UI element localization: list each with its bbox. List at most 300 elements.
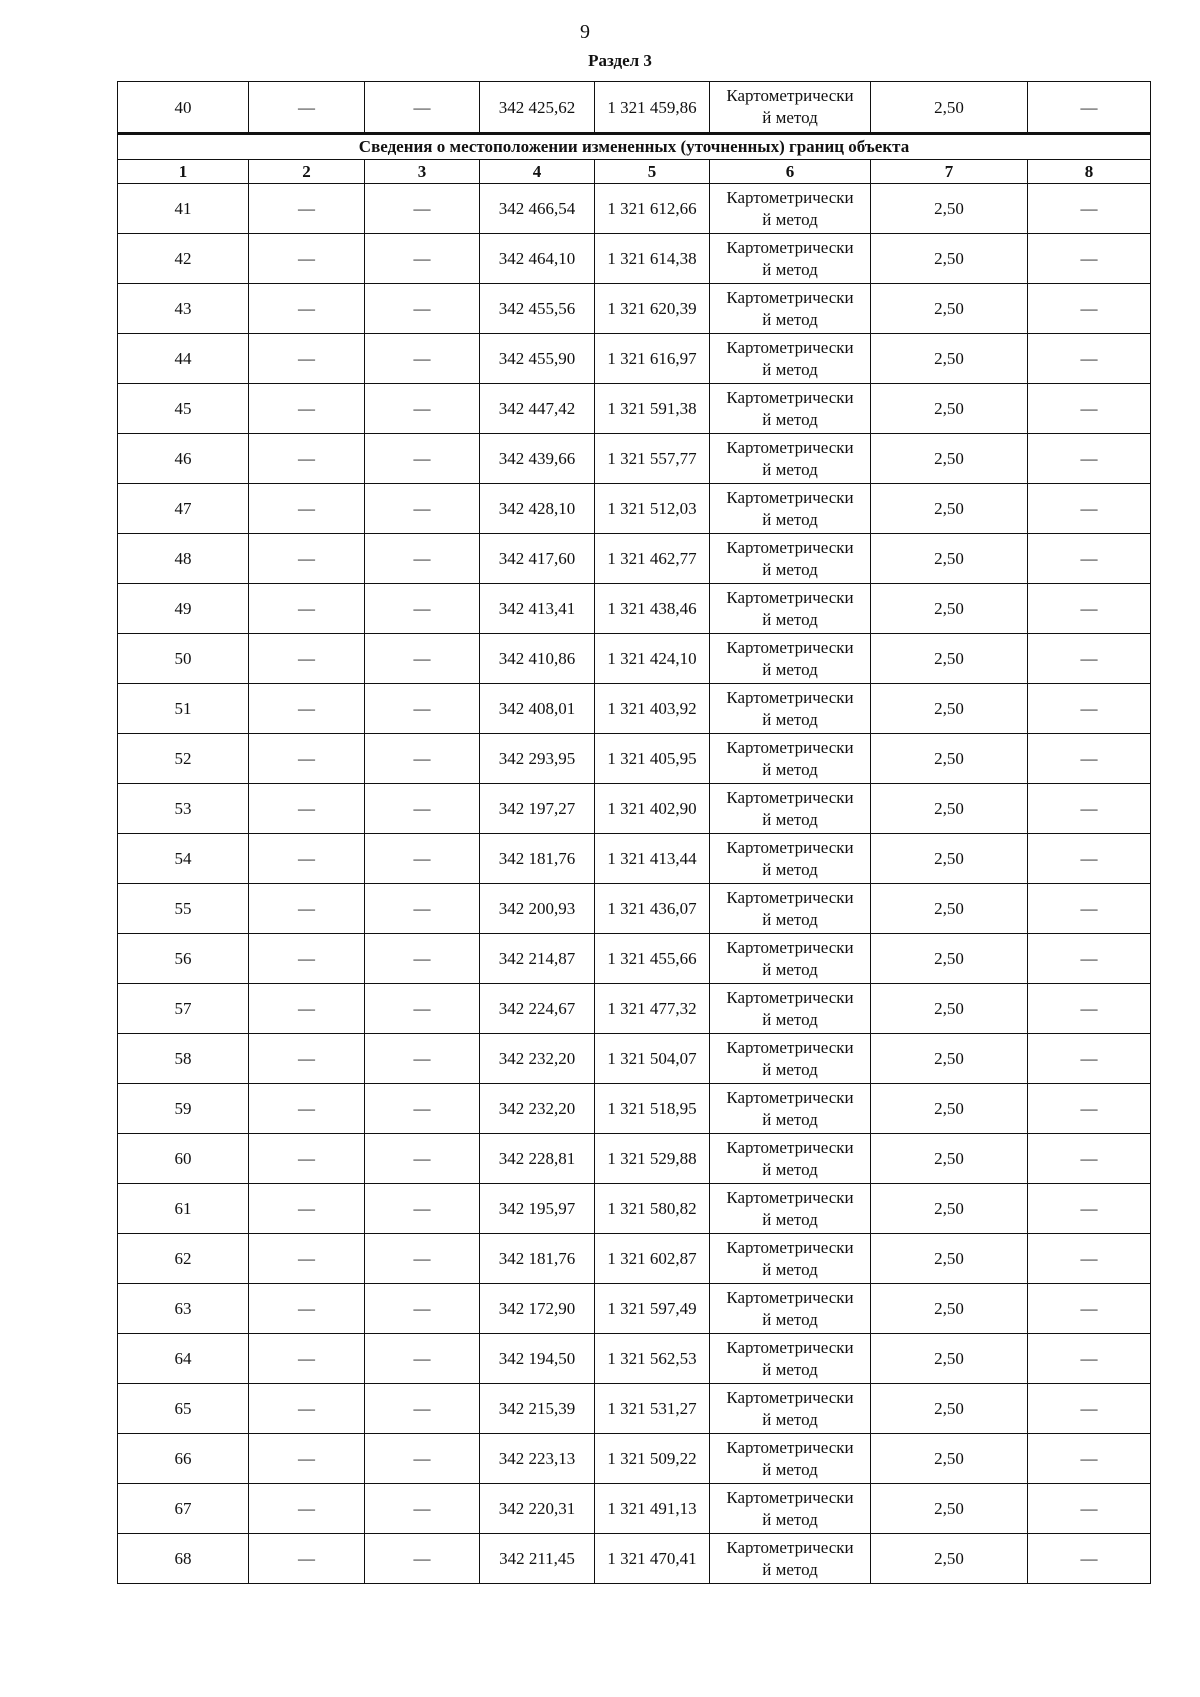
method-line-2: й метод bbox=[762, 108, 818, 127]
accuracy-cell: 2,50 bbox=[871, 634, 1028, 684]
accuracy-cell: 2,50 bbox=[871, 1034, 1028, 1084]
method-line-1: Картометрически bbox=[726, 1087, 854, 1107]
method-line-2: й метод bbox=[762, 259, 818, 279]
point-number-cell: 48 bbox=[118, 534, 249, 584]
method-line-2: й метод bbox=[762, 1459, 818, 1479]
method-cell bbox=[710, 834, 871, 884]
table-row bbox=[118, 234, 1151, 284]
table-heading: Сведения о местоположении измененных (уточненных) границ объекта bbox=[118, 134, 1151, 160]
table-heading-row bbox=[118, 134, 1151, 160]
y-coordinate-cell: 1 321 580,82 bbox=[595, 1184, 710, 1234]
method-line-2: й метод bbox=[762, 1559, 818, 1579]
method-cell bbox=[710, 984, 871, 1034]
column-3-cell: — bbox=[365, 734, 480, 784]
x-coordinate-cell: 342 200,93 bbox=[480, 884, 595, 934]
table-row bbox=[118, 984, 1151, 1034]
y-coordinate-cell: 1 321 470,41 bbox=[595, 1534, 710, 1584]
accuracy-cell: 2,50 bbox=[871, 1184, 1028, 1234]
column-8-cell: — bbox=[1028, 884, 1151, 934]
accuracy-cell: 2,50 bbox=[871, 334, 1028, 384]
column-number: 3 bbox=[365, 160, 480, 184]
table-row bbox=[118, 934, 1151, 984]
method-line-2: й метод bbox=[762, 559, 818, 579]
column-3-cell: — bbox=[365, 984, 480, 1034]
column-2-cell: — bbox=[249, 1534, 365, 1584]
table-row bbox=[118, 1234, 1151, 1284]
method-line-2: й метод bbox=[762, 1409, 818, 1429]
column-8-cell: — bbox=[1028, 434, 1151, 484]
method-line-1: Картометрически bbox=[726, 887, 854, 907]
column-2-cell: — bbox=[249, 634, 365, 684]
accuracy-cell: 2,50 bbox=[871, 1484, 1028, 1534]
method-line-1: Картометрически bbox=[726, 86, 854, 105]
method-cell bbox=[710, 784, 871, 834]
x-coordinate-cell: 342 466,54 bbox=[480, 184, 595, 234]
point-number-cell: 54 bbox=[118, 834, 249, 884]
column-2-cell: — bbox=[249, 1484, 365, 1534]
y-coordinate-cell: 1 321 436,07 bbox=[595, 884, 710, 934]
column-8-cell: — bbox=[1028, 534, 1151, 584]
method-line-2: й метод bbox=[762, 1359, 818, 1379]
column-2-cell: — bbox=[249, 284, 365, 334]
x-coordinate-cell: 342 417,60 bbox=[480, 534, 595, 584]
y-coordinate-cell: 1 321 612,66 bbox=[595, 184, 710, 234]
method-line-1: Картометрически bbox=[726, 1337, 854, 1357]
column-number: 2 bbox=[249, 160, 365, 184]
accuracy-cell: 2,50 bbox=[871, 784, 1028, 834]
point-number-cell: 41 bbox=[118, 184, 249, 234]
x-coordinate-cell: 342 195,97 bbox=[480, 1184, 595, 1234]
accuracy-cell: 2,50 bbox=[871, 684, 1028, 734]
method-cell bbox=[710, 884, 871, 934]
method-line-2: й метод bbox=[762, 809, 818, 829]
table-row bbox=[118, 534, 1151, 584]
column-8-cell: — bbox=[1028, 784, 1151, 834]
column-3-cell: — bbox=[365, 684, 480, 734]
point-number-cell: 44 bbox=[118, 334, 249, 384]
accuracy-cell: 2,50 bbox=[871, 434, 1028, 484]
column-number: 5 bbox=[595, 160, 710, 184]
column-2-cell: — bbox=[249, 484, 365, 534]
column-3-cell: — bbox=[365, 384, 480, 434]
x-coordinate-cell: 342 197,27 bbox=[480, 784, 595, 834]
y-coordinate-cell: 1 321 405,95 bbox=[595, 734, 710, 784]
method-line-2: й метод bbox=[762, 1259, 818, 1279]
x-coordinate-cell: 342 455,90 bbox=[480, 334, 595, 384]
table-row bbox=[118, 634, 1151, 684]
column-8-cell: — bbox=[1028, 1434, 1151, 1484]
accuracy-cell: 2,50 bbox=[871, 934, 1028, 984]
x-coordinate-cell: 342 181,76 bbox=[480, 1234, 595, 1284]
column-3-cell: — bbox=[365, 1234, 480, 1284]
method-cell bbox=[710, 1034, 871, 1084]
y-coordinate-cell: 1 321 591,38 bbox=[595, 384, 710, 434]
method-line-1: Картометрически bbox=[726, 987, 854, 1007]
column-8-cell: — bbox=[1028, 284, 1151, 334]
method-line-2: й метод bbox=[762, 859, 818, 879]
column-8-cell: — bbox=[1028, 1534, 1151, 1584]
method-cell bbox=[710, 334, 871, 384]
boundary-coordinates-table bbox=[117, 81, 1151, 1584]
table-row bbox=[118, 584, 1151, 634]
y-coordinate-cell: 1 321 402,90 bbox=[595, 784, 710, 834]
column-2-cell: — bbox=[249, 884, 365, 934]
column-2-cell: — bbox=[249, 784, 365, 834]
y-coordinate-cell: 1 321 616,97 bbox=[595, 334, 710, 384]
point-number-cell: 57 bbox=[118, 984, 249, 1034]
method-cell bbox=[710, 734, 871, 784]
method-cell bbox=[710, 1534, 871, 1584]
y-coordinate-cell: 1 321 512,03 bbox=[595, 484, 710, 534]
column-3-cell: — bbox=[365, 1434, 480, 1484]
method-line-1: Картометрически bbox=[726, 1137, 854, 1157]
column-3-cell: — bbox=[365, 784, 480, 834]
x-coordinate-cell: 342 408,01 bbox=[480, 684, 595, 734]
column-8-cell: — bbox=[1028, 1484, 1151, 1534]
column-3-cell: — bbox=[365, 1534, 480, 1584]
y-coordinate-cell: 1 321 504,07 bbox=[595, 1034, 710, 1084]
point-number-cell: 40 bbox=[118, 82, 249, 134]
method-line-2: й метод bbox=[762, 1109, 818, 1129]
column-number: 8 bbox=[1028, 160, 1151, 184]
method-line-1: Картометрически bbox=[726, 337, 854, 357]
table-row bbox=[118, 784, 1151, 834]
x-coordinate-cell: 342 220,31 bbox=[480, 1484, 595, 1534]
accuracy-cell: 2,50 bbox=[871, 1434, 1028, 1484]
accuracy-cell: 2,50 bbox=[871, 234, 1028, 284]
method-line-2: й метод bbox=[762, 509, 818, 529]
column-8-cell: — bbox=[1028, 1184, 1151, 1234]
column-2-cell: — bbox=[249, 1384, 365, 1434]
method-cell bbox=[710, 684, 871, 734]
x-coordinate-cell: 342 223,13 bbox=[480, 1434, 595, 1484]
method-cell bbox=[710, 434, 871, 484]
method-line-2: й метод bbox=[762, 1209, 818, 1229]
point-number-cell: 45 bbox=[118, 384, 249, 434]
accuracy-cell: 2,50 bbox=[871, 1084, 1028, 1134]
point-number-cell: 53 bbox=[118, 784, 249, 834]
accuracy-cell: 2,50 bbox=[871, 734, 1028, 784]
point-number-cell: 58 bbox=[118, 1034, 249, 1084]
method-cell bbox=[710, 934, 871, 984]
point-number-cell: 52 bbox=[118, 734, 249, 784]
accuracy-cell: 2,50 bbox=[871, 584, 1028, 634]
column-8-cell: — bbox=[1028, 734, 1151, 784]
method-cell bbox=[710, 1184, 871, 1234]
method-line-1: Картометрически bbox=[726, 737, 854, 757]
column-8-cell: — bbox=[1028, 334, 1151, 384]
table-row bbox=[118, 684, 1151, 734]
point-number-cell: 43 bbox=[118, 284, 249, 334]
y-coordinate-cell: 1 321 491,13 bbox=[595, 1484, 710, 1534]
method-line-1: Картометрически bbox=[726, 1187, 854, 1207]
point-number-cell: 65 bbox=[118, 1384, 249, 1434]
method-line-1: Картометрически bbox=[726, 837, 854, 857]
table-row bbox=[118, 834, 1151, 884]
column-8-cell: — bbox=[1028, 484, 1151, 534]
column-3-cell: — bbox=[365, 1284, 480, 1334]
column-3-cell: — bbox=[365, 484, 480, 534]
method-line-1: Картометрически bbox=[726, 537, 854, 557]
method-line-1: Картометрически bbox=[726, 937, 854, 957]
accuracy-cell: 2,50 bbox=[871, 1134, 1028, 1184]
y-coordinate-cell: 1 321 509,22 bbox=[595, 1434, 710, 1484]
column-2-cell: — bbox=[249, 934, 365, 984]
accuracy-cell: 2,50 bbox=[871, 384, 1028, 434]
point-number-cell: 61 bbox=[118, 1184, 249, 1234]
section-title: Раздел 3 bbox=[588, 51, 652, 70]
point-number-cell: 51 bbox=[118, 684, 249, 734]
column-3-cell: — bbox=[365, 234, 480, 284]
method-line-2: й метод bbox=[762, 359, 818, 379]
table-row bbox=[118, 1184, 1151, 1234]
column-8-cell: — bbox=[1028, 1384, 1151, 1434]
table-row bbox=[118, 734, 1151, 784]
method-line-2: й метод bbox=[762, 1309, 818, 1329]
y-coordinate-cell: 1 321 529,88 bbox=[595, 1134, 710, 1184]
column-2-cell: — bbox=[249, 234, 365, 284]
column-8-cell: — bbox=[1028, 1084, 1151, 1134]
table-row bbox=[118, 1434, 1151, 1484]
point-number-cell: 66 bbox=[118, 1434, 249, 1484]
method-line-1: Картометрически bbox=[726, 637, 854, 657]
method-line-2: й метод bbox=[762, 659, 818, 679]
table-row bbox=[118, 1134, 1151, 1184]
method-line-1: Картометрически bbox=[726, 1437, 854, 1457]
method-line-2: й метод bbox=[762, 1509, 818, 1529]
column-3-cell: — bbox=[365, 534, 480, 584]
x-coordinate-cell: 342 232,20 bbox=[480, 1034, 595, 1084]
point-number-cell: 67 bbox=[118, 1484, 249, 1534]
method-line-1: Картометрически bbox=[726, 1387, 854, 1407]
point-number-cell: 60 bbox=[118, 1134, 249, 1184]
column-3-cell: — bbox=[365, 1334, 480, 1384]
method-line-1: Картометрически bbox=[726, 1037, 854, 1057]
point-number-cell: 55 bbox=[118, 884, 249, 934]
method-line-1: Картометрически bbox=[726, 787, 854, 807]
table-row bbox=[118, 334, 1151, 384]
method-line-1: Картометрически bbox=[726, 387, 854, 407]
column-3-cell: — bbox=[365, 834, 480, 884]
accuracy-cell: 2,50 bbox=[871, 1384, 1028, 1434]
column-3-cell: — bbox=[365, 284, 480, 334]
method-line-1: Картометрически bbox=[726, 1237, 854, 1257]
y-coordinate-cell: 1 321 403,92 bbox=[595, 684, 710, 734]
method-cell bbox=[710, 1334, 871, 1384]
table-row bbox=[118, 1534, 1151, 1584]
accuracy-cell: 2,50 bbox=[871, 1284, 1028, 1334]
x-coordinate-cell: 342 425,62 bbox=[480, 82, 595, 134]
column-8-cell: — bbox=[1028, 984, 1151, 1034]
column-2-cell: — bbox=[249, 1434, 365, 1484]
y-coordinate-cell: 1 321 438,46 bbox=[595, 584, 710, 634]
column-3-cell: — bbox=[365, 334, 480, 384]
method-line-1: Картометрически bbox=[726, 487, 854, 507]
method-line-1: Картометрически bbox=[726, 587, 854, 607]
column-3-cell: — bbox=[365, 634, 480, 684]
y-coordinate-cell: 1 321 462,77 bbox=[595, 534, 710, 584]
method-cell bbox=[710, 534, 871, 584]
method-cell bbox=[710, 234, 871, 284]
table-row bbox=[118, 1384, 1151, 1434]
table-row bbox=[118, 1034, 1151, 1084]
method-line-1: Картометрически bbox=[726, 687, 854, 707]
x-coordinate-cell: 342 215,39 bbox=[480, 1384, 595, 1434]
method-line-2: й метод bbox=[762, 1059, 818, 1079]
x-coordinate-cell: 342 413,41 bbox=[480, 584, 595, 634]
column-2-cell: — bbox=[249, 1334, 365, 1384]
y-coordinate-cell: 1 321 614,38 bbox=[595, 234, 710, 284]
y-coordinate-cell: 1 321 455,66 bbox=[595, 934, 710, 984]
column-8-cell: — bbox=[1028, 1284, 1151, 1334]
x-coordinate-cell: 342 293,95 bbox=[480, 734, 595, 784]
x-coordinate-cell: 342 410,86 bbox=[480, 634, 595, 684]
column-8-cell: — bbox=[1028, 384, 1151, 434]
method-cell bbox=[710, 82, 871, 134]
y-coordinate-cell: 1 321 620,39 bbox=[595, 284, 710, 334]
method-cell bbox=[710, 484, 871, 534]
method-cell bbox=[710, 184, 871, 234]
column-3-cell: — bbox=[365, 584, 480, 634]
table-row bbox=[118, 184, 1151, 234]
column-3-cell: — bbox=[365, 1134, 480, 1184]
column-2-cell: — bbox=[249, 734, 365, 784]
accuracy-cell: 2,50 bbox=[871, 834, 1028, 884]
table-row bbox=[118, 284, 1151, 334]
y-coordinate-cell: 1 321 531,27 bbox=[595, 1384, 710, 1434]
column-3-cell: — bbox=[365, 434, 480, 484]
table-row bbox=[118, 484, 1151, 534]
method-cell bbox=[710, 1484, 871, 1534]
column-number: 1 bbox=[118, 160, 249, 184]
method-line-2: й метод bbox=[762, 609, 818, 629]
column-8-cell: — bbox=[1028, 234, 1151, 284]
method-line-2: й метод bbox=[762, 409, 818, 429]
method-cell bbox=[710, 634, 871, 684]
column-number: 4 bbox=[480, 160, 595, 184]
method-line-2: й метод bbox=[762, 1009, 818, 1029]
x-coordinate-cell: 342 194,50 bbox=[480, 1334, 595, 1384]
column-2-cell: — bbox=[249, 584, 365, 634]
method-line-1: Картометрически bbox=[726, 1287, 854, 1307]
method-line-2: й метод bbox=[762, 1159, 818, 1179]
column-3-cell: — bbox=[365, 184, 480, 234]
point-number-cell: 50 bbox=[118, 634, 249, 684]
method-line-2: й метод bbox=[762, 759, 818, 779]
table-row bbox=[118, 1084, 1151, 1134]
column-3-cell: — bbox=[365, 934, 480, 984]
method-cell bbox=[710, 1284, 871, 1334]
column-3-cell: — bbox=[365, 1184, 480, 1234]
column-2-cell: — bbox=[249, 1084, 365, 1134]
table-row bbox=[118, 1284, 1151, 1334]
method-line-1: Картометрически bbox=[726, 187, 854, 207]
point-number-cell: 42 bbox=[118, 234, 249, 284]
point-number-cell: 62 bbox=[118, 1234, 249, 1284]
column-2-cell: — bbox=[249, 1184, 365, 1234]
x-coordinate-cell: 342 455,56 bbox=[480, 284, 595, 334]
accuracy-cell: 2,50 bbox=[871, 82, 1028, 134]
point-number-cell: 47 bbox=[118, 484, 249, 534]
y-coordinate-cell: 1 321 477,32 bbox=[595, 984, 710, 1034]
x-coordinate-cell: 342 214,87 bbox=[480, 934, 595, 984]
y-coordinate-cell: 1 321 413,44 bbox=[595, 834, 710, 884]
column-number: 6 bbox=[710, 160, 871, 184]
method-cell bbox=[710, 584, 871, 634]
table-row bbox=[118, 434, 1151, 484]
x-coordinate-cell: 342 232,20 bbox=[480, 1084, 595, 1134]
x-coordinate-cell: 342 447,42 bbox=[480, 384, 595, 434]
method-line-1: Картометрически bbox=[726, 1537, 854, 1557]
column-8-cell: — bbox=[1028, 1134, 1151, 1184]
column-3-cell: — bbox=[365, 1034, 480, 1084]
column-8-cell: — bbox=[1028, 834, 1151, 884]
column-2-cell: — bbox=[249, 1234, 365, 1284]
column-2-cell: — bbox=[249, 684, 365, 734]
method-line-1: Картометрически bbox=[726, 1487, 854, 1507]
point-number-cell: 49 bbox=[118, 584, 249, 634]
column-2-cell: — bbox=[249, 1034, 365, 1084]
column-3-cell: — bbox=[365, 884, 480, 934]
column-8-cell: — bbox=[1028, 1034, 1151, 1084]
column-2-cell: — bbox=[249, 384, 365, 434]
method-cell bbox=[710, 1134, 871, 1184]
x-coordinate-cell: 342 172,90 bbox=[480, 1284, 595, 1334]
column-numbers-row bbox=[118, 160, 1151, 184]
x-coordinate-cell: 342 428,10 bbox=[480, 484, 595, 534]
column-3-cell: — bbox=[365, 1484, 480, 1534]
column-2-cell: — bbox=[249, 184, 365, 234]
method-line-1: Картометрически bbox=[726, 237, 854, 257]
accuracy-cell: 2,50 bbox=[871, 884, 1028, 934]
accuracy-cell: 2,50 bbox=[871, 284, 1028, 334]
table-row bbox=[118, 1484, 1151, 1534]
x-coordinate-cell: 342 439,66 bbox=[480, 434, 595, 484]
column-3-cell: — bbox=[365, 82, 480, 134]
column-2-cell: — bbox=[249, 82, 365, 134]
column-8-cell: — bbox=[1028, 82, 1151, 134]
point-number-cell: 64 bbox=[118, 1334, 249, 1384]
column-8-cell: — bbox=[1028, 1234, 1151, 1284]
column-2-cell: — bbox=[249, 834, 365, 884]
accuracy-cell: 2,50 bbox=[871, 184, 1028, 234]
method-cell bbox=[710, 284, 871, 334]
point-number-cell: 63 bbox=[118, 1284, 249, 1334]
method-line-1: Картометрически bbox=[726, 437, 854, 457]
y-coordinate-cell: 1 321 557,77 bbox=[595, 434, 710, 484]
method-cell bbox=[710, 384, 871, 434]
y-coordinate-cell: 1 321 424,10 bbox=[595, 634, 710, 684]
x-coordinate-cell: 342 224,67 bbox=[480, 984, 595, 1034]
column-8-cell: — bbox=[1028, 584, 1151, 634]
x-coordinate-cell: 342 211,45 bbox=[480, 1534, 595, 1584]
y-coordinate-cell: 1 321 459,86 bbox=[595, 82, 710, 134]
table-row bbox=[118, 884, 1151, 934]
table-row bbox=[118, 1334, 1151, 1384]
column-2-cell: — bbox=[249, 534, 365, 584]
method-cell bbox=[710, 1234, 871, 1284]
y-coordinate-cell: 1 321 602,87 bbox=[595, 1234, 710, 1284]
point-number-cell: 68 bbox=[118, 1534, 249, 1584]
column-8-cell: — bbox=[1028, 634, 1151, 684]
method-line-2: й метод bbox=[762, 309, 818, 329]
x-coordinate-cell: 342 181,76 bbox=[480, 834, 595, 884]
column-8-cell: — bbox=[1028, 684, 1151, 734]
column-2-cell: — bbox=[249, 434, 365, 484]
y-coordinate-cell: 1 321 597,49 bbox=[595, 1284, 710, 1334]
method-cell bbox=[710, 1084, 871, 1134]
point-number-cell: 46 bbox=[118, 434, 249, 484]
